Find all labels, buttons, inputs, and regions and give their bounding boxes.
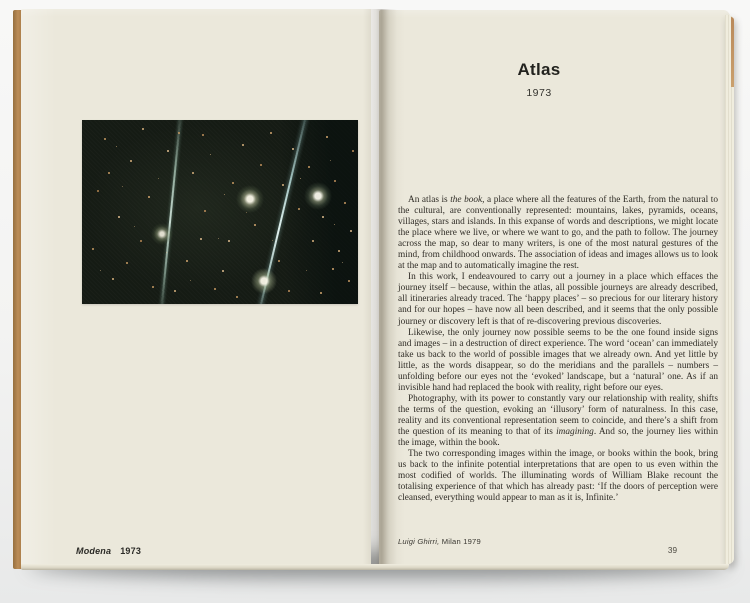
paragraph: In this work, I endeavoured to carry out a journey in a place which effaces the journey itself – because, within the atlas, all possible journeys are already described, all itineraries already traced. The ‘happy places’ – so precious for our literary history and for our hopes – have now all been described, and it seems that the only possible journey or discovery left is that of re-discovering previous discoveries. xyxy=(398,272,718,327)
starfield-photo xyxy=(82,120,358,304)
photo-caption xyxy=(76,546,141,556)
bright-star-glow xyxy=(251,268,277,294)
chapter-heading xyxy=(379,60,699,99)
credit-place-year: Milan 1979 xyxy=(441,537,481,546)
author-credit xyxy=(398,537,481,546)
chapter-year: 1973 xyxy=(526,87,552,99)
page-stack-bottom-edge xyxy=(21,564,729,570)
essay-text xyxy=(398,195,718,504)
bright-star-glow xyxy=(236,185,264,213)
faint-star-dots xyxy=(82,120,83,121)
page-stack-fore-edge xyxy=(725,15,734,564)
book-gutter-shadow xyxy=(363,9,397,569)
page-number: 39 xyxy=(667,546,677,555)
paragraph: Likewise, the only journey now possible seems to be the one found inside signs and images – in a destruction of direct experience. The word ‘ocean’ can immediately take us back to the world of possible images that we already own. And yet little by little, as the words disappear, so do the meridians and the parallels – numbers – unfolding before our eyes not the ‘evoked’ landscape, but a ‘natural’ one. As if an invisible hand had replaced the book with reality, right before our eyes. xyxy=(398,327,718,393)
light-trail-left xyxy=(160,120,182,304)
right-page-content xyxy=(398,10,718,567)
caption-year: 1973 xyxy=(120,546,142,556)
paragraph: An atlas is the book, a place where all the features of the Earth, from the natural to the cultural, are conventionally represented: mountains, lakes, pyramids, oceans, villages, stars and islands. In this expanse of words and descriptions, we might locate the place where we live, or where we want to go, and the path to follow. The journey across the map, so dear to many writers, is one of the most natural gestures of the mind, from childhood onwards. The association of ideas and images allows us to look at the map and to automatically imagine the rest. xyxy=(398,195,718,272)
credit-author: Luigi Ghirri, xyxy=(398,537,440,546)
right-page xyxy=(379,10,730,567)
left-page xyxy=(21,9,371,570)
bright-star-glow xyxy=(151,223,173,245)
paragraph: The two corresponding images within the image, or books within the book, bring us back to the infinite potential interpretations that are open to us even within the most codified of worlds. The illuminating words of William Blake recount the totalising experience of that which has already past: ‘If the doors of perception were cleansed, everything would appear to man as it is, Infinite.’ xyxy=(398,449,718,504)
paragraph: Photography, with its power to constantly vary our relationship with reality, shifts the terms of the question, evoking an ‘illusory’ form of naturalness. In this case, reality and its conventional representation seem to coincide, and there’s a shift from the question of its meaning to that of its imagining. And so, the journey lies within the image, within the book. xyxy=(398,393,718,449)
cover-right-edge xyxy=(731,17,734,87)
open-book xyxy=(13,8,731,571)
chapter-title: Atlas xyxy=(517,60,561,79)
caption-place: Modena xyxy=(76,546,112,556)
bright-star-glow xyxy=(304,182,332,210)
